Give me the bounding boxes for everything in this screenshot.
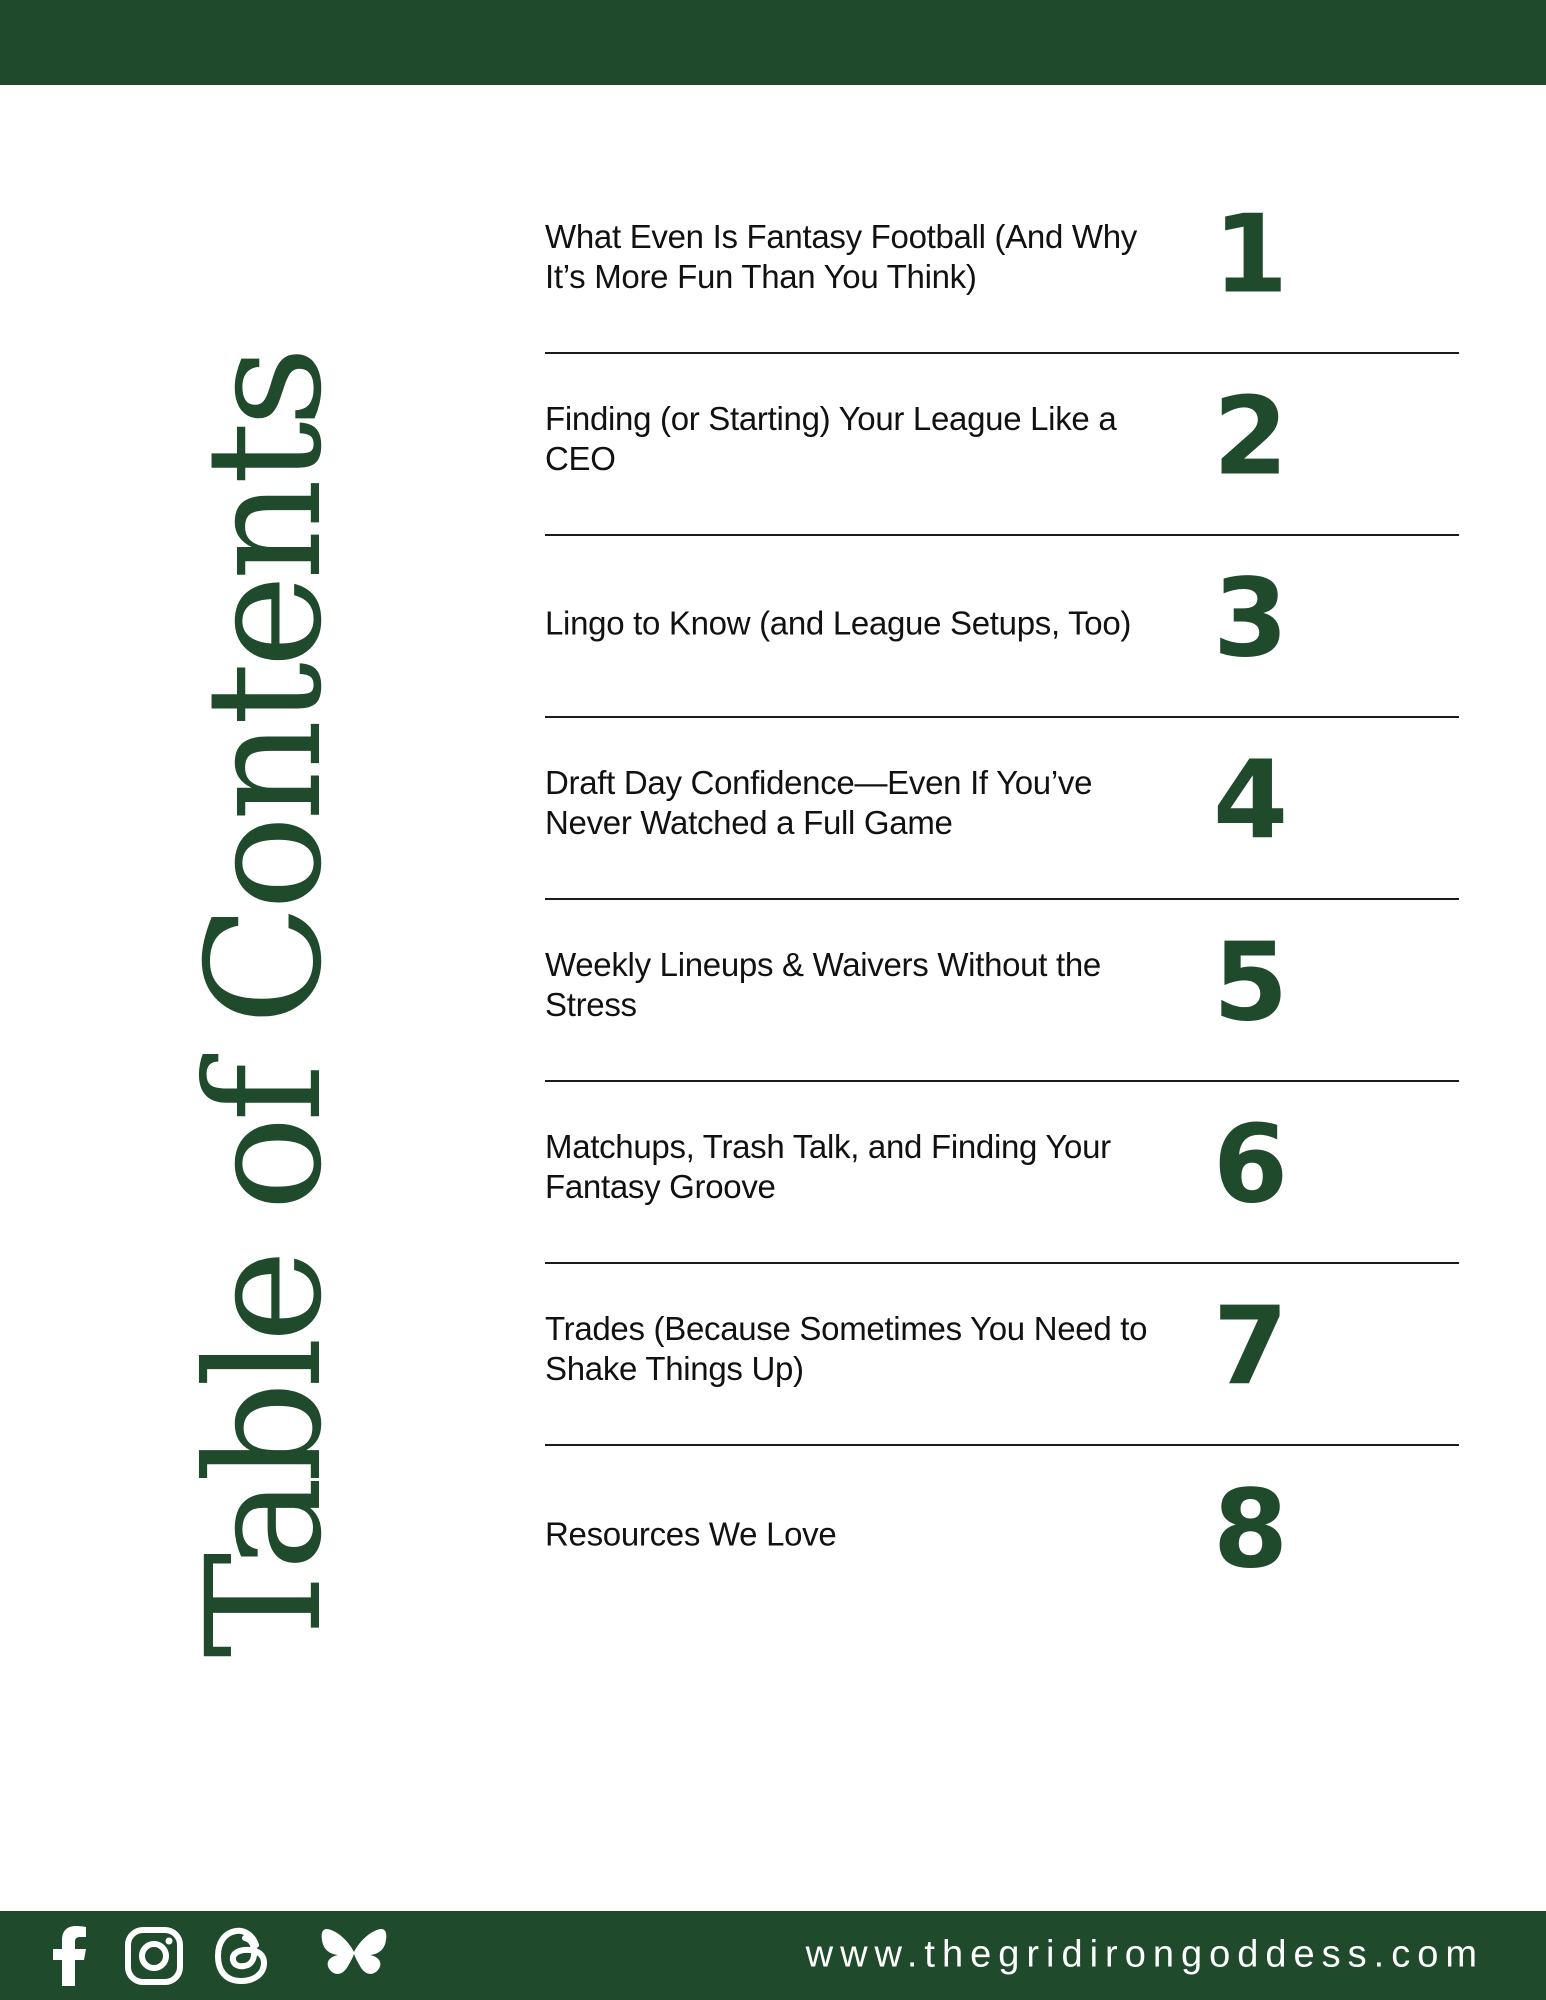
toc-item-number: 7: [1213, 1284, 1289, 1410]
toc-item-number: 2: [1213, 374, 1289, 500]
website-url[interactable]: www.thegridirongoddess.com: [805, 1933, 1484, 1976]
toc-item-title: Draft Day Confidence—Even If You’ve Never Watched a Full Game: [545, 764, 1093, 842]
toc-item-7[interactable]: [545, 1264, 1459, 1446]
toc-item-title: Finding (or Starting) Your League Like a CEO: [545, 400, 1117, 478]
toc-item-title: Weekly Lineups & Waivers Without the Stress: [545, 946, 1101, 1024]
toc-item-title: What Even Is Fantasy Football (And Why It’s More Fun Than You Think): [545, 218, 1138, 296]
toc-item-number: 1: [1213, 192, 1289, 318]
toc-item-title: Lingo to Know (and League Setups, Too): [545, 604, 1132, 642]
toc-item-1[interactable]: [545, 172, 1459, 354]
toc-item-6[interactable]: [545, 1082, 1459, 1264]
toc-item-4[interactable]: [545, 718, 1459, 900]
top-header-bar: [0, 0, 1546, 85]
toc-item-2[interactable]: [545, 354, 1459, 536]
facebook-icon[interactable]: [34, 1923, 106, 1989]
toc-item-number: 6: [1213, 1102, 1289, 1228]
toc-item-5[interactable]: [545, 900, 1459, 1082]
table-of-contents-list: [545, 172, 1459, 1628]
toc-item-3[interactable]: [545, 536, 1459, 718]
toc-item-number: 8: [1213, 1467, 1289, 1593]
page-title: Table of Contents: [173, 352, 357, 1658]
toc-item-number: 4: [1213, 738, 1289, 864]
toc-item-title: Trades (Because Sometimes You Need to Shake Things Up): [545, 1310, 1148, 1388]
footer-bar: [0, 1911, 1546, 2000]
toc-item-title: Resources We Love: [545, 1515, 837, 1553]
toc-item-number: 3: [1213, 556, 1289, 682]
toc-item-number: 5: [1213, 920, 1289, 1046]
threads-icon[interactable]: [206, 1923, 278, 1989]
toc-item-title: Matchups, Trash Talk, and Finding Your Fantasy Groove: [545, 1128, 1111, 1206]
bluesky-icon[interactable]: [318, 1923, 390, 1989]
instagram-icon[interactable]: [118, 1923, 190, 1989]
toc-item-8[interactable]: [545, 1446, 1459, 1628]
